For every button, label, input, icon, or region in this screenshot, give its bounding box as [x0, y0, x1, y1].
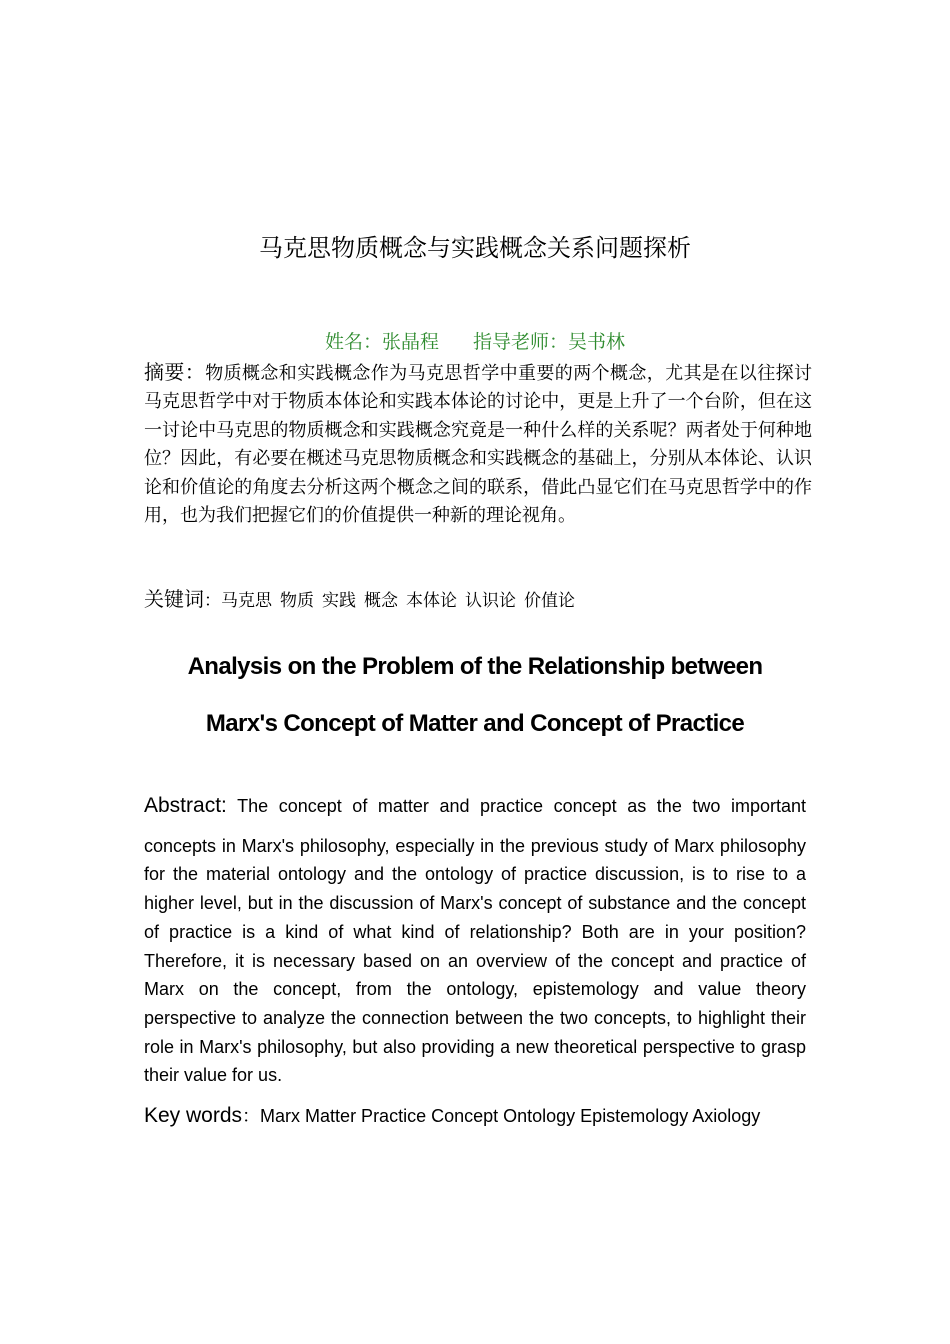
keyword: 马克思 — [221, 591, 272, 611]
chinese-keywords — [144, 585, 844, 615]
chinese-abstract-text: 物质概念和实践概念作为马克思哲学中重要的两个概念，尤其是在以往探讨马克思哲学中对于物质本体论和实践本体论的讨论中，更是上升了一个台阶，但在这一讨论中马克思的物质概念和实践概念究竟是一种什么样的关系呢？两者处于何种地位？因此，有必要在概述马克思物质概念和实践概念的基础上，分别从本体论、认识论和价值论的角度去分析这两个概念之间的联系，借此凸显它们在马克思哲学中的作用，也为我们把握它们的价值提供一种新的理论视角。 — [144, 363, 812, 527]
keyword: 认识论 — [465, 591, 516, 611]
english-abstract-text: concepts in Marx's philosophy, especially in the previous study of Marx philosophy for the material ontology and the ontology of practice discussion, is to rise to a higher level, but in the discussion of Marx's concept of substance and the concept of practice is a kind of what kind of relationship? Both are in your position? Therefore, it is necessary based on an overview of the concept and practice of Marx on the concept, from the ontology, epistemology and value theory perspective to analyze the connection between the two concepts, to highlight their role in Marx's philosophy, but also providing a new theoretical perspective to grasp their value for us. — [144, 835, 806, 1086]
chinese-keywords-label: 关键词 — [144, 587, 204, 611]
english-abstract — [144, 792, 806, 1090]
advisor-name: 指导老师：吴书林 — [473, 331, 626, 353]
english-abstract-first-text: The concept of matter and practice concept as the two important — [237, 796, 806, 816]
chinese-keywords-separator: ： — [204, 591, 221, 611]
english-keywords-text: Marx Matter Practice Concept Ontology Epistemology Axiology — [260, 1106, 761, 1126]
english-abstract-label: Abstract: — [144, 794, 227, 817]
author-name: 姓名：张晶程 — [324, 331, 439, 353]
english-abstract-first-line — [144, 792, 806, 821]
english-title-line-2: Marx's Concept of Matter and Concept of Practice — [205, 710, 745, 737]
keyword: 价值论 — [524, 591, 575, 611]
english-keywords-separator: ： — [242, 1106, 261, 1126]
english-keywords-label: Key words — [144, 1104, 243, 1127]
chinese-title: 马克思物质概念与实践概念关系问题探析 — [259, 234, 691, 262]
chinese-abstract-label: 摘要： — [144, 360, 206, 384]
keyword: 实践 — [322, 591, 356, 611]
keyword: 物质 — [280, 591, 314, 611]
keyword: 概念 — [364, 591, 398, 611]
chinese-abstract — [144, 358, 812, 530]
english-title-line-1: Analysis on the Problem of the Relationship between — [187, 653, 763, 680]
author-line — [0, 328, 950, 356]
english-keywords — [144, 1102, 864, 1130]
keyword: 本体论 — [406, 591, 457, 611]
